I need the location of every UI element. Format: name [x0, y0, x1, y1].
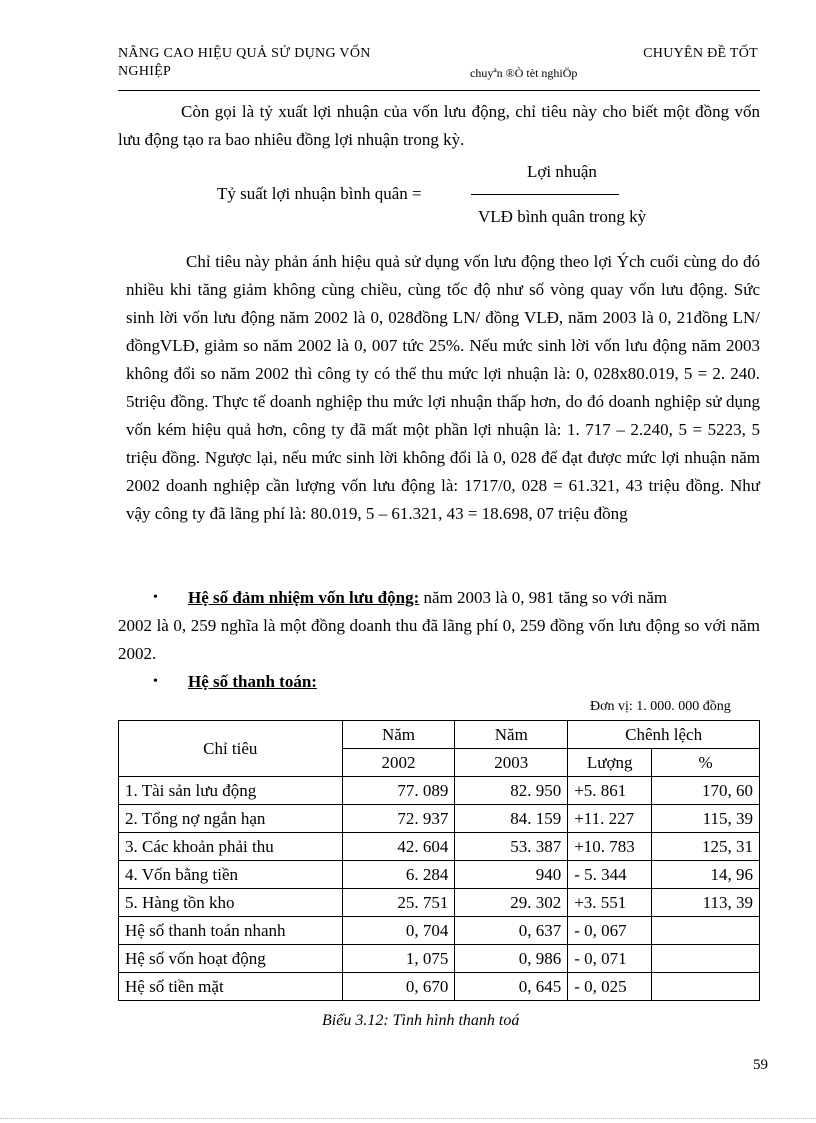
- table-row: [119, 945, 760, 973]
- table-caption: Biểu 3.12: Tình hình thanh toá: [322, 1012, 520, 1029]
- payment-table: [118, 720, 760, 1001]
- row-2003: 0, 637: [455, 917, 568, 945]
- row-2002: 1, 075: [342, 945, 455, 973]
- row-name: Hệ số thanh toán nhanh: [119, 917, 343, 945]
- row-2002: 42. 604: [342, 833, 455, 861]
- row-percent: 115, 39: [652, 805, 760, 833]
- bullet-text-continued: 2002 là 0, 259 nghĩa là một đồng doanh thu đã lãng phí 0, 259 đồng vốn lưu động so với năm 2002.: [118, 616, 760, 663]
- unit-label: Đơn vị: 1. 000. 000 đồng: [590, 699, 731, 714]
- row-percent: 14, 96: [652, 861, 760, 889]
- formula-numerator: Lợi nhuận: [527, 162, 597, 181]
- table-row: [119, 861, 760, 889]
- formula-label: Tỷ suất lợi nhuận bình quân =: [217, 184, 422, 203]
- header-2002-top: Năm: [342, 721, 455, 749]
- table-row: [119, 777, 760, 805]
- row-amount: +11. 227: [568, 805, 652, 833]
- row-amount: - 0, 067: [568, 917, 652, 945]
- header-2002-year: 2002: [342, 749, 455, 777]
- row-2002: 72. 937: [342, 805, 455, 833]
- paragraph-intro: Còn gọi là tỷ xuất lợi nhuận của vốn lưu động, chỉ tiêu này cho biết một đồng vốn lưu động tạo ra bao nhiêu đồng lợi nhuận trong kỳ.: [118, 102, 760, 149]
- fraction-line: [471, 194, 619, 195]
- row-name: 1. Tài sản lưu động: [119, 777, 343, 805]
- row-2003: 940: [455, 861, 568, 889]
- page-bottom-divider: [0, 1118, 816, 1119]
- row-percent: [652, 945, 760, 973]
- row-2002: 6. 284: [342, 861, 455, 889]
- row-amount: +10. 783: [568, 833, 652, 861]
- header-percent: %: [652, 749, 760, 777]
- table-row: [119, 889, 760, 917]
- bullet-item-payment-ratio: [118, 668, 760, 696]
- row-percent: 113, 39: [652, 889, 760, 917]
- row-name: 2. Tổng nợ ngắn hạn: [119, 805, 343, 833]
- row-percent: 170, 60: [652, 777, 760, 805]
- page-header: [118, 46, 760, 91]
- table-row: [119, 833, 760, 861]
- header-indicator: Chỉ tiêu: [119, 721, 343, 777]
- row-name: Hệ số vốn hoạt động: [119, 945, 343, 973]
- row-percent: [652, 973, 760, 1001]
- paragraph-analysis: Chỉ tiêu này phản ánh hiệu quả sử dụng vốn lưu động theo lợi Ých cuối cùng do đó nhiều khi tăng giảm không cùng chiều, cùng tốc độ như số vòng quay vốn lưu động. Sức sinh lời vốn lưu động năm 2002 là 0, 028đồng LN/ đồng VLĐ, năm 2003 là 0, 21đồng LN/đồngVLĐ, giảm so năm 2002 là 0, 007 tức 25%. Nếu mức sinh lời vốn lưu động năm 2003 không đổi so năm 2002 thì công ty có thể thu mức lợi nhuận là: 0, 028x80.019, 5 = 2. 240. 5triệu đồng. Thực tế doanh nghiệp thu mức lợi nhuận thấp hơn, do đó doanh nghiệp sử dụng vốn kém hiệu quả hơn, công ty đã mất một phần lợi nhuận là: 1. 717 – 2.240, 5 = 5223, 5 triệu đồng. Ngược lại, nếu mức sinh lời không đổi là 0, 028 để đạt được mức lợi nhuận năm 2002 doanh nghiệp cần lượng vốn lưu động là: 1717/0, 028 = 61.321, 43 triệu đồng. Như vậy công ty đã lãng phí là: 80.019, 5 – 61.321, 43 = 18.698, 07 triệu đồng: [126, 252, 760, 523]
- row-2002: 0, 670: [342, 973, 455, 1001]
- row-name: Hệ số tiền mặt: [119, 973, 343, 1001]
- row-2003: 29. 302: [455, 889, 568, 917]
- row-2003: 82. 950: [455, 777, 568, 805]
- row-2002: 77. 089: [342, 777, 455, 805]
- table-row: [119, 805, 760, 833]
- row-2003: 84. 159: [455, 805, 568, 833]
- row-2003: 0, 645: [455, 973, 568, 1001]
- row-amount: - 0, 071: [568, 945, 652, 973]
- bullet-icon: •: [153, 590, 158, 605]
- bullet-item-working-capital-ratio: [118, 584, 760, 668]
- row-2003: 0, 986: [455, 945, 568, 973]
- row-2003: 53. 387: [455, 833, 568, 861]
- row-name: 5. Hàng tồn kho: [119, 889, 343, 917]
- bullet-term: Hệ số thanh toán:: [188, 672, 317, 691]
- row-percent: [652, 917, 760, 945]
- row-amount: - 5. 344: [568, 861, 652, 889]
- bullet-text: năm 2003 là 0, 981 tăng so với năm: [419, 588, 668, 607]
- header-right-title: CHUYÊN ĐỀ TỐT: [643, 46, 758, 61]
- table-row: [119, 973, 760, 1001]
- header-2003-year: 2003: [455, 749, 568, 777]
- table-row: [119, 917, 760, 945]
- row-name: 3. Các khoản phải thu: [119, 833, 343, 861]
- row-percent: 125, 31: [652, 833, 760, 861]
- formula-denominator: VLĐ bình quân trong kỳ: [478, 207, 647, 226]
- bullet-term: Hệ số đảm nhiệm vốn lưu động:: [188, 588, 420, 607]
- header-amount: Lượng: [568, 749, 652, 777]
- row-name: 4. Vốn bằng tiền: [119, 861, 343, 889]
- row-2002: 0, 704: [342, 917, 455, 945]
- row-amount: - 0, 025: [568, 973, 652, 1001]
- row-2002: 25. 751: [342, 889, 455, 917]
- header-subtitle: chuyªn ®Ò tèt nghiÖp: [470, 66, 578, 80]
- bullet-icon: •: [153, 674, 158, 689]
- header-title-line1: NÂNG CAO HIỆU QUẢ SỬ DỤNG VỐN: [118, 46, 371, 61]
- row-amount: +3. 551: [568, 889, 652, 917]
- page-number: 59: [753, 1057, 768, 1073]
- header-difference: Chênh lệch: [568, 721, 760, 749]
- header-title-line2: NGHIỆP: [118, 64, 172, 79]
- row-amount: +5. 861: [568, 777, 652, 805]
- header-2003-top: Năm: [455, 721, 568, 749]
